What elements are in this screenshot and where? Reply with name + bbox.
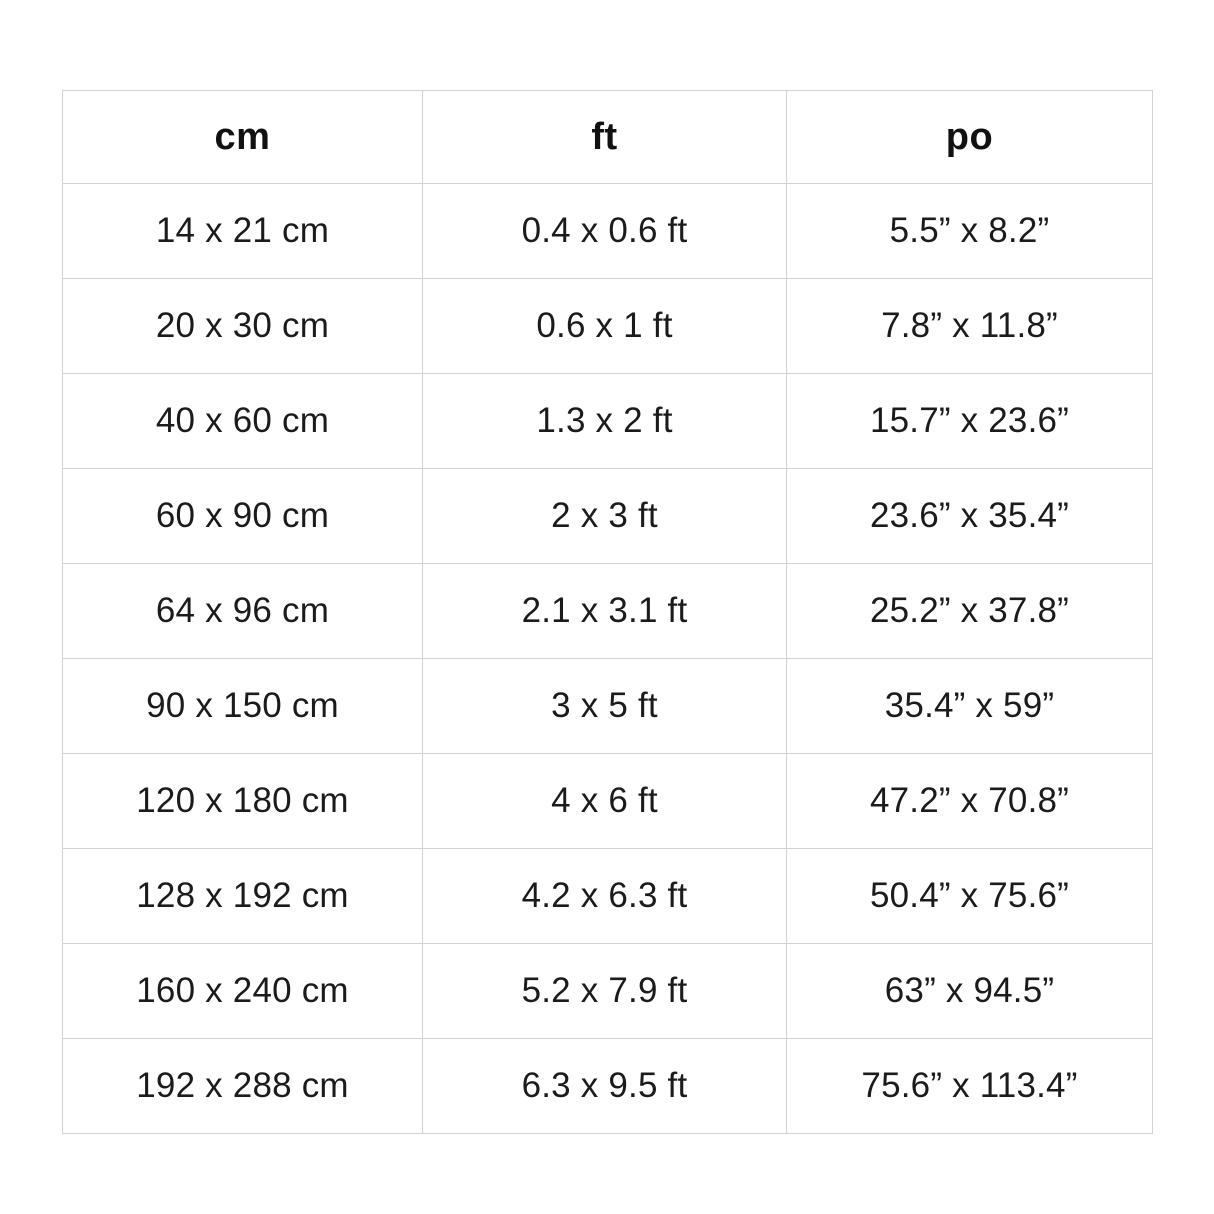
- column-header-cm: cm: [63, 91, 423, 184]
- cell-po: 75.6” x 113.4”: [787, 1039, 1153, 1134]
- cell-cm: 40 x 60 cm: [63, 374, 423, 469]
- cell-cm: 20 x 30 cm: [63, 279, 423, 374]
- cell-cm: 128 x 192 cm: [63, 849, 423, 944]
- cell-ft: 4 x 6 ft: [423, 754, 787, 849]
- cell-ft: 0.4 x 0.6 ft: [423, 184, 787, 279]
- table-row: [63, 469, 1153, 564]
- table-header: [63, 91, 1153, 184]
- cell-po: 23.6” x 35.4”: [787, 469, 1153, 564]
- cell-ft: 1.3 x 2 ft: [423, 374, 787, 469]
- size-conversion-table: [62, 90, 1153, 1134]
- column-header-ft: ft: [423, 91, 787, 184]
- cell-ft: 2.1 x 3.1 ft: [423, 564, 787, 659]
- cell-po: 63” x 94.5”: [787, 944, 1153, 1039]
- cell-po: 25.2” x 37.8”: [787, 564, 1153, 659]
- table-body: [63, 184, 1153, 1134]
- cell-ft: 3 x 5 ft: [423, 659, 787, 754]
- cell-cm: 192 x 288 cm: [63, 1039, 423, 1134]
- cell-po: 35.4” x 59”: [787, 659, 1153, 754]
- table-row: [63, 184, 1153, 279]
- cell-cm: 120 x 180 cm: [63, 754, 423, 849]
- table-row: [63, 754, 1153, 849]
- cell-ft: 5.2 x 7.9 ft: [423, 944, 787, 1039]
- table-row: [63, 279, 1153, 374]
- table-row: [63, 849, 1153, 944]
- cell-po: 7.8” x 11.8”: [787, 279, 1153, 374]
- cell-cm: 60 x 90 cm: [63, 469, 423, 564]
- cell-ft: 0.6 x 1 ft: [423, 279, 787, 374]
- table-row: [63, 944, 1153, 1039]
- table-row: [63, 1039, 1153, 1134]
- cell-cm: 14 x 21 cm: [63, 184, 423, 279]
- size-conversion-table-container: [62, 90, 1152, 1134]
- cell-ft: 4.2 x 6.3 ft: [423, 849, 787, 944]
- cell-cm: 64 x 96 cm: [63, 564, 423, 659]
- cell-ft: 2 x 3 ft: [423, 469, 787, 564]
- table-row: [63, 659, 1153, 754]
- column-header-po: po: [787, 91, 1153, 184]
- cell-cm: 160 x 240 cm: [63, 944, 423, 1039]
- table-row: [63, 374, 1153, 469]
- cell-po: 15.7” x 23.6”: [787, 374, 1153, 469]
- table-row: [63, 564, 1153, 659]
- cell-po: 50.4” x 75.6”: [787, 849, 1153, 944]
- cell-ft: 6.3 x 9.5 ft: [423, 1039, 787, 1134]
- cell-cm: 90 x 150 cm: [63, 659, 423, 754]
- cell-po: 5.5” x 8.2”: [787, 184, 1153, 279]
- cell-po: 47.2” x 70.8”: [787, 754, 1153, 849]
- table-header-row: [63, 91, 1153, 184]
